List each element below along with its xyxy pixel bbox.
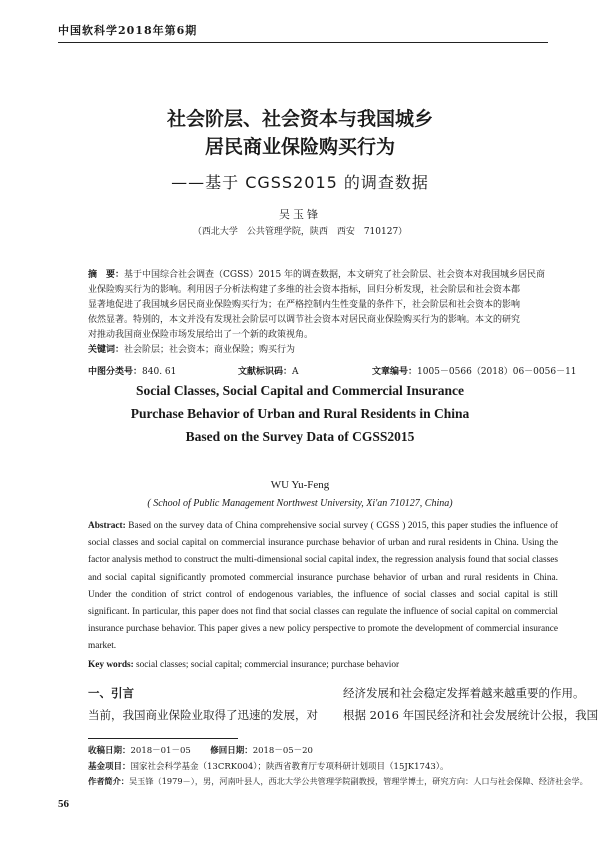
abstract-cn-line: 基于中国综合社会调查（CGSS）2015 年的调查数据，本文研究了社会阶层、社会资本对我国城乡居民商	[124, 270, 546, 280]
author-en: WU Yu-Feng	[270, 479, 330, 491]
abstract-cn-line: 对推动我国商业保险市场发展给出了一个新的政策视角。	[88, 330, 314, 340]
header-rule	[58, 42, 548, 43]
title-cn-line2: 居民商业保险购买行为	[204, 136, 395, 158]
section-heading: 一、引言	[88, 686, 134, 700]
affiliation-cn: （西北大学 公共管理学院，陕西 西安 710127）	[192, 227, 408, 237]
keywords-cn	[88, 343, 558, 358]
clc-label: 中图分类号：	[88, 367, 143, 377]
keywords-en	[88, 660, 558, 670]
title-en-line3: Based on the Survey Data of CGSS2015	[185, 429, 415, 444]
footnote-dates	[88, 744, 558, 756]
revised-label: 修回日期：	[210, 746, 253, 756]
abstract-cn-line: 依然显著。特别的，本文并没有发现社会阶层可以调节社会资本对居民商业保险购买行为的影响。本文的研究	[88, 315, 521, 325]
keywords-cn-label: 关键词：	[88, 345, 125, 355]
subtitle-cn: ——基于 CGSS2015 的调查数据	[171, 173, 429, 192]
journal-header: 中国软科学2018年第6期	[58, 24, 198, 37]
article-no-label: 文章编号：	[372, 367, 418, 377]
body-right-line2: 根据 2016 年国民经济和社会发展统计公报，我国	[343, 708, 599, 722]
abstract-cn-line: 显著地促进了我国城乡居民商业保险购买行为；在严格控制内生性变量的条件下，社会阶层和社会资本的影响	[88, 300, 521, 310]
received-date: 2018－01－05	[130, 746, 191, 756]
doc-code-value: A	[292, 367, 299, 377]
author-bio-text: 吴玉锋（1979－），男，河南叶县人，西北大学公共管理学院副教授，管理学博士，研究方向：人口与社会保障、经济社会学。	[128, 776, 588, 786]
abstract-cn	[88, 268, 558, 358]
keywords-en-text: social classes; social capital; commercial insurance; purchase behavior	[133, 660, 400, 670]
fund-text: 国家社会科学基金（13CRK004）；陕西省教育厅专项科研计划项目（15JK1743）。	[130, 762, 449, 772]
title-en-line1: Social Classes, Social Capital and Commercial Insurance	[136, 383, 464, 398]
title-en-line2: Purchase Behavior of Urban and Rural Residents in China	[130, 406, 470, 421]
abstract-cn-label: 摘 要：	[88, 270, 125, 280]
article-no-value: 1005－0566（2018）06－0056－11	[417, 367, 577, 377]
fund-label: 基金项目：	[88, 762, 131, 772]
revised-date: 2018－05－20	[252, 746, 313, 756]
clc-value: 840. 61	[142, 367, 177, 377]
author-bio-label: 作者简介：	[88, 776, 129, 786]
abstract-cn-line: 业保险购买行为的影响。利用因子分析法构建了多维的社会资本指标，回归分析发现，社会阶层和社会资本都	[88, 285, 521, 295]
page-number: 56	[58, 798, 69, 810]
footnote-fund	[88, 760, 558, 772]
affiliation-en: ( School of Public Management Northwest University, Xi'an 710127, China)	[147, 498, 453, 509]
body-left-line: 当前，我国商业保险业取得了迅速的发展，对	[88, 708, 318, 722]
title-cn-line1: 社会阶层、社会资本与我国城乡	[166, 108, 433, 130]
keywords-en-label: Key words:	[88, 660, 134, 670]
author-cn: 吴玉锋	[279, 208, 321, 221]
footnote-author	[88, 776, 588, 787]
abstract-en-label: Abstract:	[88, 521, 126, 531]
abstract-en-text: Based on the survey data of China comprehensive social survey ( CGSS ) 2015, this paper studies the influence of social classes and social capital on commercial insurance purchase behavior of urban and rural residents in China. Using the factor analysis method to construct the multi-dimensional social capital index, the regression analysis found that social classes and social capital significantly promoted commercial insurance purchase behavior of urban and rural residents in China. Under the condition of strict control of endogenous variables, the influence of social classes and social capital is still significant. In particular, this paper does not find that social classes can regulate the influence of social capital on commercial insurance purchase behavior. This paper gives a new policy perspective to promote the development of commercial insurance market.	[88, 521, 558, 652]
received-label: 收稿日期：	[88, 746, 131, 756]
keywords-cn-text: 社会阶层；社会资本；商业保险；购买行为	[124, 345, 296, 355]
doc-code-label: 文献标识码：	[238, 367, 293, 377]
body-right-line1: 经济发展和社会稳定发挥着越来越重要的作用。	[343, 686, 585, 700]
abstract-en	[88, 518, 558, 656]
footnote-rule	[88, 738, 238, 739]
